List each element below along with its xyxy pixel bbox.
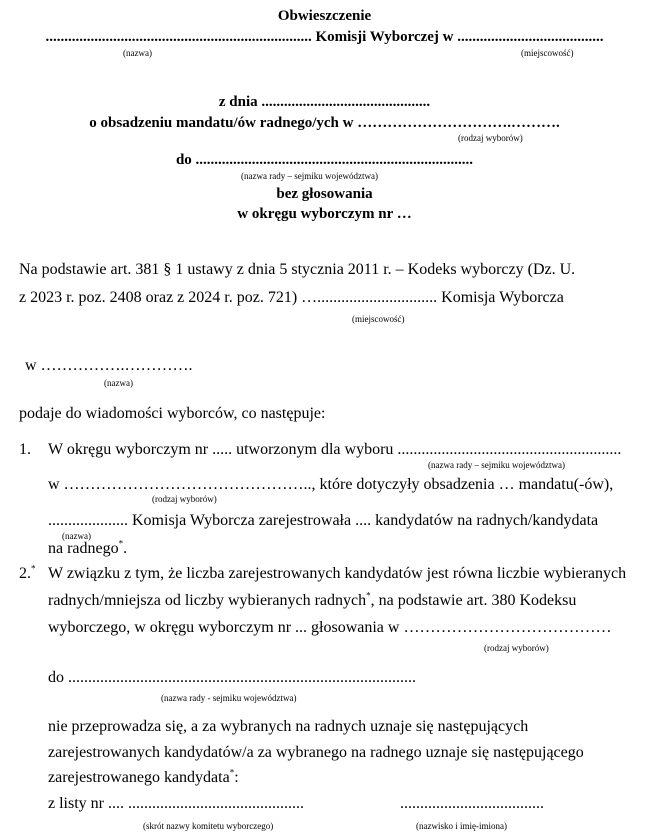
point-1-line-2: w ……………………………………….., które dotyczyły obsadzenia … mandatu(-ów), — [48, 476, 614, 493]
candidate-names-line: .................................... — [400, 795, 544, 812]
intro-line-2: z 2023 r. poz. 2408 oraz z 2024 r. poz. 721) ….............................. Komisja Wyborcza — [19, 289, 564, 306]
point-2-number: 2.* — [19, 563, 36, 582]
commission-name-hint: (nazwa) — [123, 48, 152, 58]
intro-w-line: w …………….…………. — [25, 357, 193, 374]
point-2-line-7: zarejestrowanego kandydata*: — [48, 767, 239, 786]
point-1-line-2-hint: (rodzaj wyborów) — [152, 494, 217, 504]
point-2-do-line: do ....................................................................................... — [48, 669, 416, 686]
intro-line-1: Na podstawie art. 381 § 1 ustawy z dnia 5 stycznia 2011 r. – Kodeks wyborczy (Dz. U. — [19, 261, 576, 278]
candidate-names-hint: (nazwisko i imię-imiona) — [416, 821, 507, 831]
point-1-line-1-hint: (nazwa rady – sejmiku województwa) — [428, 460, 565, 470]
announce-line: podaje do wiadomości wyborców, co następuje: — [19, 405, 326, 422]
point-2-line-2: radnych/mniejsza od liczby wybieranych radnych*, na podstawie art. 380 Kodeksu — [48, 590, 577, 609]
point-2-line-3-hint: (rodzaj wyborów) — [484, 643, 549, 653]
point-1-number: 1. — [19, 441, 31, 458]
point-2-line-6: zarejestrowanych kandydatów/a za wybranego na radnego uznaje się następującego — [48, 744, 584, 761]
to-line: do .......................................................................... — [175, 152, 474, 168]
to-hint: (nazwa rady – sejmiku województwa) — [241, 171, 378, 181]
intro-place-hint: (miejscowość) — [352, 314, 405, 324]
commission-place-hint: (miejscowość) — [521, 48, 574, 58]
footnote-mark: * — [366, 590, 371, 601]
intro-w-hint: (nazwa) — [104, 378, 133, 388]
point-1-line-3-hint: (nazwa) — [62, 531, 91, 541]
footnote-mark: * — [229, 767, 235, 778]
list-number-line: z listy nr .... ............................................ — [48, 795, 304, 812]
district-heading: w okręgu wyborczym nr … — [237, 206, 412, 222]
footnote-mark: * — [31, 563, 36, 574]
point-1-line-3: .................... Komisja Wyborcza zarejestrowała .... kandydatów na radnych/kandydata — [48, 512, 599, 529]
point-1-line-1: W okręgu wyborczym nr ..... utworzonym dla wyboru ........................................................ — [48, 441, 622, 458]
no-vote-heading: bez głosowania — [276, 186, 373, 202]
point-2-line-3: wyborczego, w okręgu wyborczym nr ... głosowania w ………………………………… — [48, 619, 612, 636]
footnote-mark: * — [118, 538, 124, 549]
point-2-line-5: nie przeprowadza się, a za wybranych na radnych uznaje się następujących — [48, 718, 529, 735]
list-committee-hint: (skrót nazwy komitetu wyborczego) — [143, 821, 274, 831]
point-2-do-hint: (nazwa rady - sejmiku województwa) — [161, 693, 297, 703]
subject-line: o obsadzeniu mandatu/ów radnego/ych w ………………………….………. — [89, 115, 560, 131]
point-2-line-1: W związku z tym, że liczba zarejestrowanych kandydatów jest równa liczbie wybieranych — [48, 565, 627, 582]
commission-line: ....................................................................... Komisji Wyborczej w ....................................... — [45, 29, 604, 45]
document-title: Obwieszczenie — [277, 8, 372, 24]
subject-hint: (rodzaj wyborów) — [458, 133, 523, 143]
date-line: z dnia ............................................. — [218, 94, 431, 110]
point-1-line-4: na radnego*. — [48, 538, 128, 557]
